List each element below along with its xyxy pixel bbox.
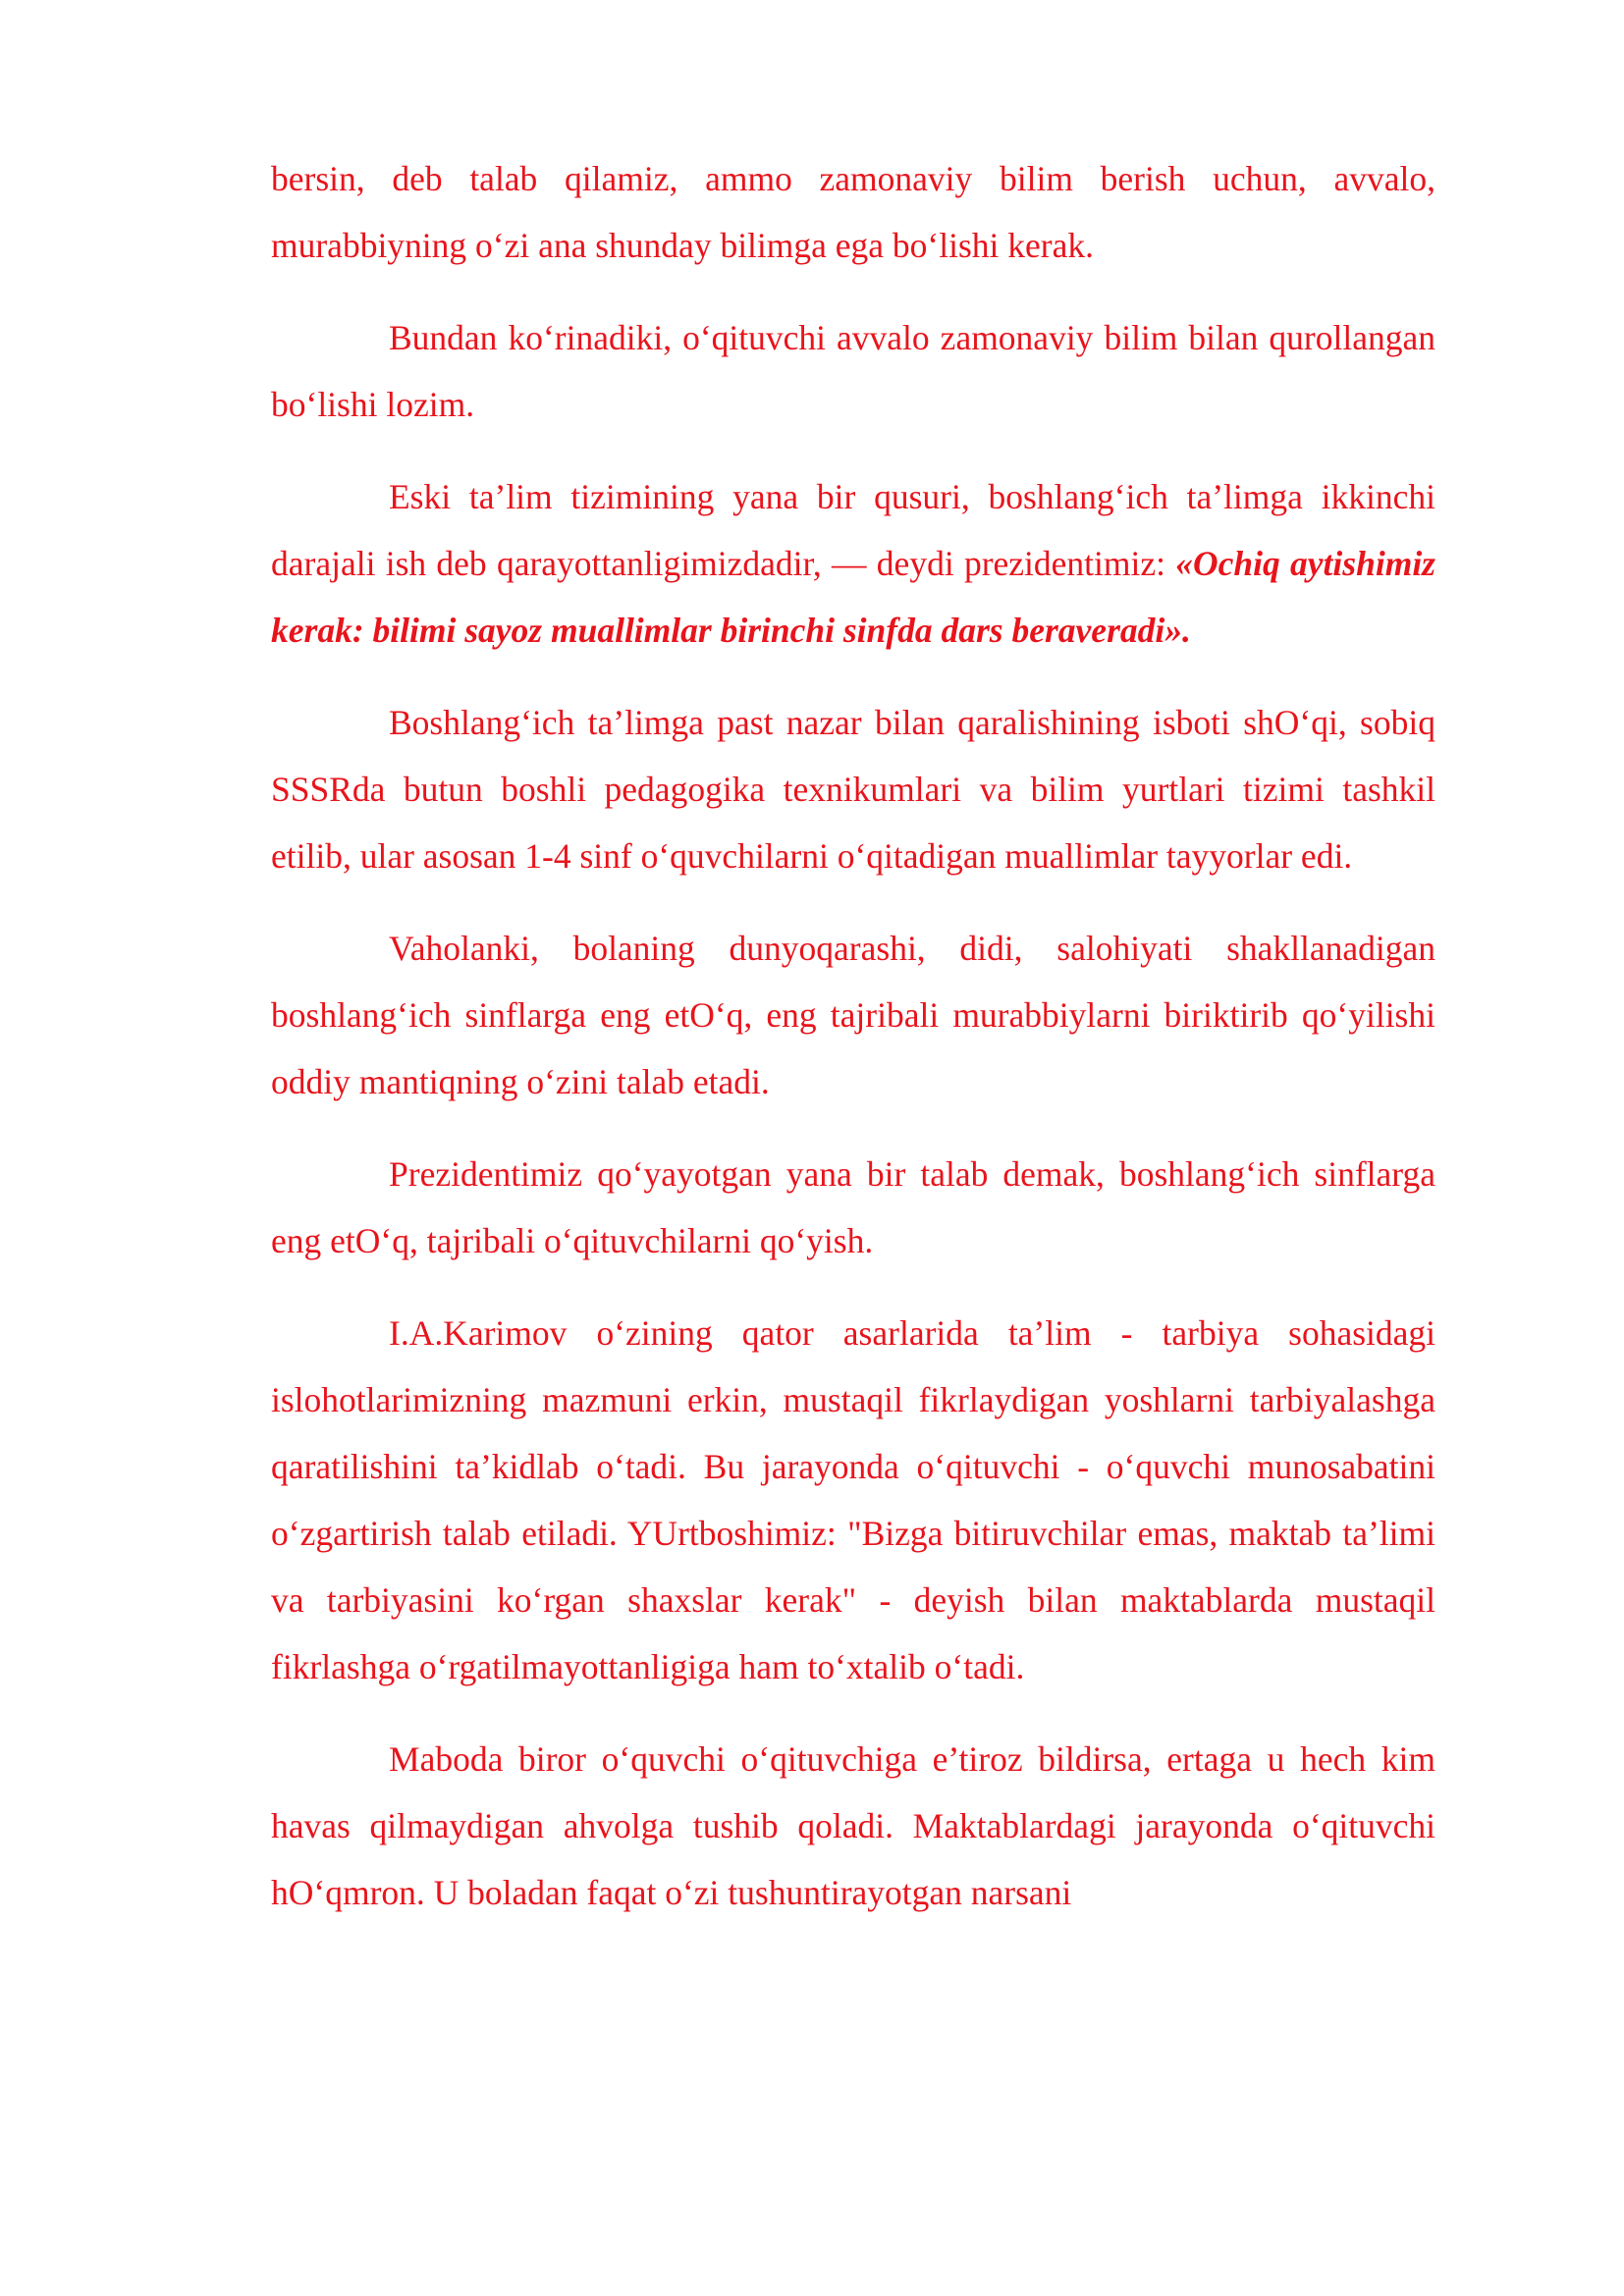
paragraph-7-text: I.A.Karimov o‘zining qator asarlarida ta’lim - tarbiya sohasidagi islohotlarimizning mazmuni erkin, mustaqil fikrlaydigan yoshlarni tarbiyalashga qaratilishini ta’kidlab o‘tadi. Bu jarayonda o‘qituvchi - o‘quvchi munosabatini o‘zgartirish talab etiladi. YUrtboshimiz: "Bizga bitiruvchilar emas, maktab ta’limi va tarbiyasini ko‘rgan shaxslar kerak" - deyish bilan maktablarda mustaqil fikrlashga o‘rgatilmayottanligiga ham to‘xtalib o‘tadi. <box>271 1313 1435 1686</box>
paragraph-5-text: Vaholanki, bolaning dunyoqarashi, didi, salohiyati shakllanadigan boshlang‘ich sinflarga eng etO‘q, eng tajribali murabbiylarni biriktirib qo‘yilishi oddiy mantiqning o‘zini talab etadi. <box>271 929 1435 1101</box>
paragraph-1 <box>271 145 1435 279</box>
paragraph-2-text: Bundan ko‘rinadiki, o‘qituvchi avvalo zamonaviy bilim bilan qurollangan bo‘lishi lozim. <box>271 318 1435 424</box>
paragraph-8-text: Maboda biror o‘quvchi o‘qituvchiga e’tiroz bildirsa, ertaga u hech kim havas qilmaydigan ahvolga tushib qoladi. Maktablardagi jarayonda o‘qituvchi hO‘qmron. U boladan faqat o‘zi tushuntirayotgan narsani <box>271 1739 1435 1912</box>
president-quote: «Ochiq aytishimiz kerak: bilimi sayoz muallimlar birinchi sinfda dars beraveradi». <box>271 544 1435 650</box>
paragraph-6 <box>271 1141 1435 1274</box>
document-page <box>271 145 1435 1951</box>
paragraph-4-text: Boshlang‘ich ta’limga past nazar bilan qaralishining isboti shO‘qi, sobiq SSSRda butun boshli pedagogika texnikumlari va bilim yurtlari tizimi tashkil etilib, ular asosan 1-4 sinf o‘quvchilarni o‘qitadigan muallimlar tayyorlar edi. <box>271 703 1435 876</box>
paragraph-4 <box>271 689 1435 889</box>
paragraph-3-text: Eski ta’lim tizimining yana bir qusuri, boshlang‘ich ta’limga ikkinchi darajali ish deb qarayottanligimizdadir, — deydi prezidentimiz: <box>271 477 1435 583</box>
paragraph-7 <box>271 1300 1435 1700</box>
paragraph-6-text: Prezidentimiz qo‘yayotgan yana bir talab demak, boshlang‘ich sinflarga eng etO‘q, tajribali o‘qituvchilarni qo‘yish. <box>271 1154 1435 1260</box>
paragraph-1-text: bersin, deb talab qilamiz, ammo zamonaviy bilim berish uchun, avvalo, murabbiyning o‘zi ana shunday bilimga ega bo‘lishi kerak. <box>271 159 1435 265</box>
paragraph-3 <box>271 463 1435 664</box>
paragraph-5 <box>271 915 1435 1115</box>
paragraph-8 <box>271 1726 1435 1926</box>
paragraph-2 <box>271 304 1435 438</box>
